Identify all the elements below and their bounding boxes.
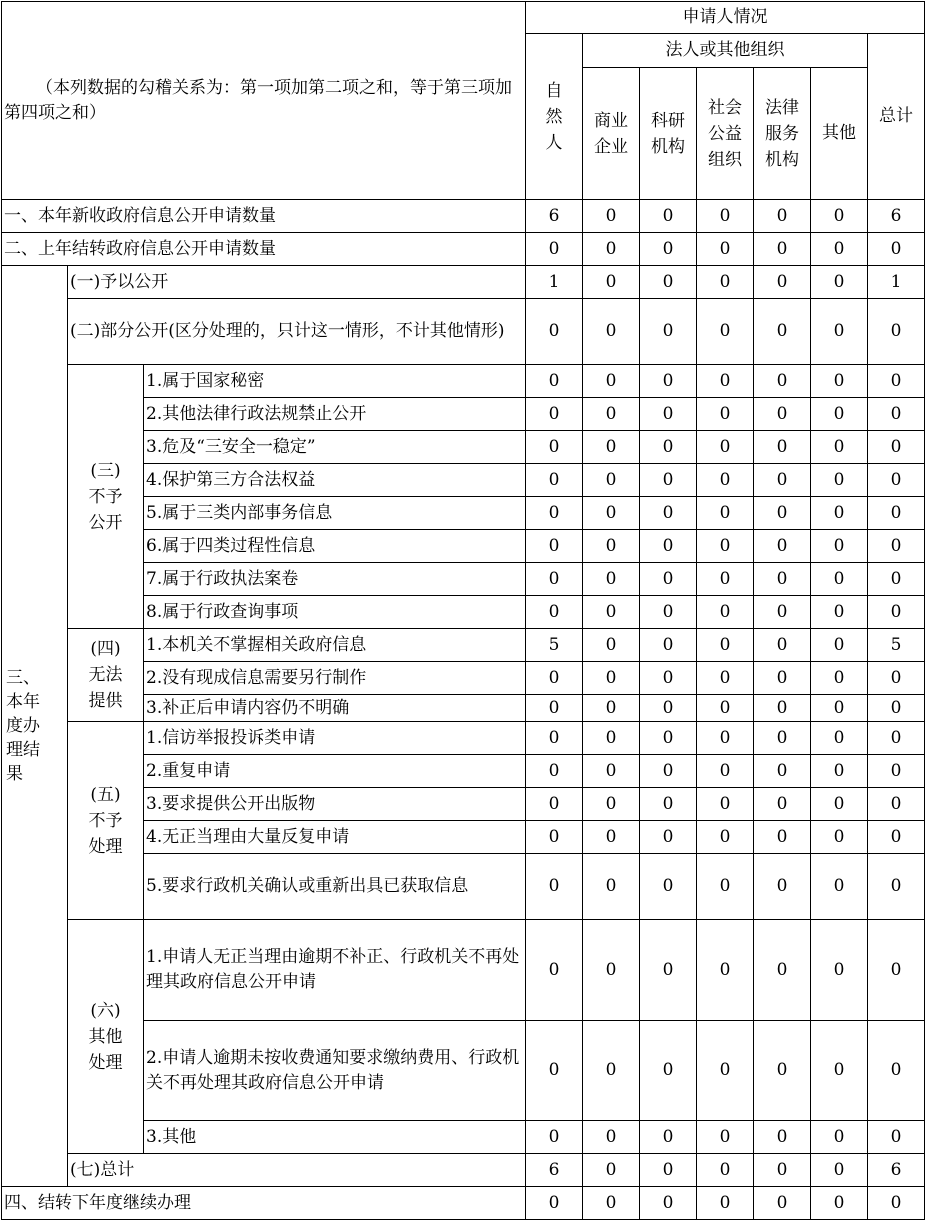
value-cell: 0 — [868, 596, 925, 629]
value-cell: 0 — [583, 398, 640, 431]
value-cell: 0 — [811, 200, 868, 233]
value-cell: 0 — [526, 662, 583, 695]
table-row — [2, 299, 925, 365]
row-label: 3.补正后申请内容仍不明确 — [144, 695, 526, 722]
value-cell: 6 — [526, 1154, 583, 1187]
table-row — [2, 266, 925, 299]
value-cell: 0 — [811, 722, 868, 755]
value-cell: 0 — [526, 530, 583, 563]
value-cell: 0 — [640, 266, 697, 299]
value-cell: 0 — [868, 920, 925, 1021]
value-cell: 0 — [697, 365, 754, 398]
value-cell: 0 — [754, 299, 811, 365]
value-cell: 0 — [697, 596, 754, 629]
row-label: (二)部分公开(区分处理的，只计这一情形，不计其他情形) — [68, 299, 526, 365]
value-cell: 0 — [754, 1187, 811, 1220]
value-cell: 0 — [640, 1187, 697, 1220]
value-cell: 0 — [697, 266, 754, 299]
row-label: 6.属于四类过程性信息 — [144, 530, 526, 563]
row-label: (一)予以公开 — [68, 266, 526, 299]
applicant-situation-header: 申请人情况 — [526, 2, 925, 34]
row-label: 2.申请人逾期未按收费通知要求缴纳费用、行政机关不再处理其政府信息公开申请 — [144, 1021, 526, 1121]
value-cell: 0 — [754, 629, 811, 662]
value-cell: 0 — [526, 596, 583, 629]
value-cell: 0 — [811, 788, 868, 821]
table-row — [2, 1154, 925, 1187]
value-cell: 0 — [811, 662, 868, 695]
value-cell: 0 — [811, 920, 868, 1021]
value-cell: 0 — [868, 722, 925, 755]
row-label: 二、上年结转政府信息公开申请数量 — [2, 233, 526, 266]
value-cell: 0 — [868, 464, 925, 497]
value-cell: 0 — [640, 1021, 697, 1121]
value-cell: 0 — [697, 755, 754, 788]
value-cell: 0 — [583, 629, 640, 662]
value-cell: 0 — [640, 854, 697, 920]
other-header: 其他 — [811, 68, 868, 200]
value-cell: 0 — [640, 200, 697, 233]
row-label: 1.本机关不掌握相关政府信息 — [144, 629, 526, 662]
value-cell: 0 — [640, 755, 697, 788]
value-cell: 0 — [811, 1021, 868, 1121]
value-cell: 0 — [868, 563, 925, 596]
row-label: 3.危及“三安全一稳定” — [144, 431, 526, 464]
value-cell: 0 — [640, 563, 697, 596]
natural-person-header: 自然人 — [526, 34, 583, 200]
value-cell: 6 — [868, 1154, 925, 1187]
value-cell: 0 — [754, 530, 811, 563]
value-cell: 0 — [583, 299, 640, 365]
group6-label-cell — [68, 920, 144, 1154]
value-cell: 5 — [526, 629, 583, 662]
commercial-header: 商业企业 — [583, 68, 640, 200]
group6-label: (六)其他处理 — [88, 1000, 123, 1073]
value-cell: 0 — [640, 662, 697, 695]
value-cell: 0 — [754, 233, 811, 266]
value-cell: 0 — [526, 821, 583, 854]
value-cell: 0 — [811, 596, 868, 629]
value-cell: 0 — [868, 821, 925, 854]
value-cell: 0 — [697, 662, 754, 695]
value-cell: 0 — [868, 530, 925, 563]
value-cell: 0 — [811, 821, 868, 854]
value-cell: 0 — [697, 1121, 754, 1154]
value-cell: 0 — [526, 233, 583, 266]
row-label: 1.属于国家秘密 — [144, 365, 526, 398]
value-cell: 0 — [697, 854, 754, 920]
value-cell: 0 — [583, 1187, 640, 1220]
header-note-cell — [2, 2, 526, 200]
value-cell: 0 — [754, 854, 811, 920]
value-cell: 0 — [640, 431, 697, 464]
value-cell: 0 — [754, 755, 811, 788]
value-cell: 0 — [697, 464, 754, 497]
value-cell: 0 — [811, 1121, 868, 1154]
value-cell: 0 — [754, 722, 811, 755]
value-cell: 0 — [811, 233, 868, 266]
row-label: 一、本年新收政府信息公开申请数量 — [2, 200, 526, 233]
legal-service-header: 法律服务机构 — [754, 68, 811, 200]
value-cell: 0 — [583, 596, 640, 629]
legal-or-other-header: 法人或其他组织 — [583, 34, 868, 68]
value-cell: 0 — [583, 464, 640, 497]
value-cell: 0 — [526, 1121, 583, 1154]
value-cell: 0 — [583, 497, 640, 530]
table-row — [2, 629, 925, 662]
value-cell: 0 — [754, 1121, 811, 1154]
value-cell: 0 — [868, 695, 925, 722]
value-cell: 0 — [583, 755, 640, 788]
value-cell: 0 — [697, 233, 754, 266]
value-cell: 0 — [868, 299, 925, 365]
group4-label-cell — [68, 629, 144, 722]
value-cell: 0 — [868, 662, 925, 695]
group4-label: (四)无法提供 — [88, 639, 123, 711]
value-cell: 0 — [526, 398, 583, 431]
value-cell: 0 — [640, 596, 697, 629]
value-cell: 0 — [697, 920, 754, 1021]
row-label: 1.信访举报投诉类申请 — [144, 722, 526, 755]
value-cell: 0 — [868, 497, 925, 530]
row-label: 3.其他 — [144, 1121, 526, 1154]
value-cell: 0 — [754, 398, 811, 431]
value-cell: 0 — [754, 431, 811, 464]
value-cell: 0 — [526, 1187, 583, 1220]
value-cell: 0 — [868, 233, 925, 266]
row-label: 1.申请人无正当理由逾期不补正、行政机关不再处理其政府信息公开申请 — [144, 920, 526, 1021]
value-cell: 0 — [697, 497, 754, 530]
group5-label: (五)不予处理 — [88, 784, 123, 857]
value-cell: 0 — [811, 431, 868, 464]
row-label: (七)总计 — [68, 1154, 526, 1187]
value-cell: 6 — [868, 200, 925, 233]
row-label: 8.属于行政查询事项 — [144, 596, 526, 629]
value-cell: 0 — [697, 695, 754, 722]
value-cell: 0 — [868, 1021, 925, 1121]
row-label: 7.属于行政执法案卷 — [144, 563, 526, 596]
value-cell: 0 — [526, 788, 583, 821]
value-cell: 0 — [754, 596, 811, 629]
value-cell: 0 — [640, 629, 697, 662]
value-cell: 0 — [583, 563, 640, 596]
value-cell: 0 — [811, 1187, 868, 1220]
table-row — [2, 722, 925, 755]
group3-label-cell — [68, 365, 144, 629]
header-note: （本列数据的勾稽关系为：第一项加第二项之和，等于第三项加第四项之和） — [4, 77, 512, 123]
value-cell: 0 — [526, 299, 583, 365]
row-label: 四、结转下年度继续办理 — [2, 1187, 526, 1220]
value-cell: 0 — [697, 563, 754, 596]
row-label: 2.没有现成信息需要另行制作 — [144, 662, 526, 695]
value-cell: 0 — [526, 365, 583, 398]
value-cell: 0 — [811, 497, 868, 530]
value-cell: 0 — [583, 788, 640, 821]
value-cell: 0 — [640, 464, 697, 497]
statistics-table — [1, 1, 925, 1220]
group3-label: (三)不予公开 — [88, 460, 123, 533]
value-cell: 0 — [811, 629, 868, 662]
value-cell: 0 — [526, 464, 583, 497]
value-cell: 0 — [697, 1154, 754, 1187]
value-cell: 0 — [868, 788, 925, 821]
value-cell: 0 — [583, 233, 640, 266]
value-cell: 0 — [754, 365, 811, 398]
table-row — [2, 200, 925, 233]
row-label: 5.要求行政机关确认或重新出具已获取信息 — [144, 854, 526, 920]
value-cell: 0 — [583, 854, 640, 920]
value-cell: 0 — [583, 200, 640, 233]
value-cell: 0 — [697, 530, 754, 563]
group5-label-cell — [68, 722, 144, 920]
value-cell: 6 — [526, 200, 583, 233]
value-cell: 0 — [640, 497, 697, 530]
value-cell: 0 — [640, 398, 697, 431]
row-label: 2.重复申请 — [144, 755, 526, 788]
value-cell: 0 — [811, 695, 868, 722]
value-cell: 0 — [754, 1021, 811, 1121]
value-cell: 5 — [868, 629, 925, 662]
value-cell: 0 — [583, 365, 640, 398]
value-cell: 0 — [583, 1121, 640, 1154]
value-cell: 0 — [754, 662, 811, 695]
value-cell: 0 — [640, 1154, 697, 1187]
value-cell: 0 — [868, 1121, 925, 1154]
value-cell: 0 — [697, 788, 754, 821]
research-header: 科研机构 — [640, 68, 697, 200]
value-cell: 0 — [754, 464, 811, 497]
section3-label: 三、本年度办理结果 — [6, 668, 40, 784]
value-cell: 0 — [754, 695, 811, 722]
total-header: 总计 — [868, 34, 925, 200]
public-welfare-header: 社会公益组织 — [697, 68, 754, 200]
value-cell: 0 — [811, 563, 868, 596]
value-cell: 0 — [811, 755, 868, 788]
value-cell: 0 — [754, 200, 811, 233]
value-cell: 0 — [697, 431, 754, 464]
value-cell: 0 — [640, 821, 697, 854]
value-cell: 0 — [583, 695, 640, 722]
value-cell: 0 — [526, 695, 583, 722]
value-cell: 0 — [526, 854, 583, 920]
value-cell: 0 — [583, 662, 640, 695]
value-cell: 0 — [754, 497, 811, 530]
value-cell: 0 — [697, 821, 754, 854]
row-label: 4.保护第三方合法权益 — [144, 464, 526, 497]
value-cell: 0 — [868, 398, 925, 431]
value-cell: 0 — [583, 431, 640, 464]
value-cell: 0 — [583, 821, 640, 854]
value-cell: 0 — [583, 920, 640, 1021]
value-cell: 0 — [640, 530, 697, 563]
value-cell: 0 — [811, 1154, 868, 1187]
value-cell: 0 — [754, 920, 811, 1021]
value-cell: 0 — [868, 1187, 925, 1220]
value-cell: 0 — [811, 530, 868, 563]
value-cell: 0 — [811, 266, 868, 299]
row-label: 5.属于三类内部事务信息 — [144, 497, 526, 530]
value-cell: 0 — [697, 398, 754, 431]
value-cell: 0 — [526, 755, 583, 788]
value-cell: 0 — [583, 1154, 640, 1187]
value-cell: 1 — [526, 266, 583, 299]
value-cell: 0 — [811, 299, 868, 365]
value-cell: 0 — [640, 722, 697, 755]
value-cell: 0 — [640, 920, 697, 1021]
value-cell: 0 — [697, 1021, 754, 1121]
value-cell: 0 — [868, 854, 925, 920]
value-cell: 0 — [754, 1154, 811, 1187]
value-cell: 0 — [526, 1021, 583, 1121]
value-cell: 0 — [640, 788, 697, 821]
value-cell: 0 — [697, 299, 754, 365]
value-cell: 0 — [640, 233, 697, 266]
value-cell: 0 — [754, 788, 811, 821]
table-row — [2, 920, 925, 1021]
value-cell: 0 — [697, 722, 754, 755]
table-row — [2, 365, 925, 398]
row-label: 2.其他法律行政法规禁止公开 — [144, 398, 526, 431]
value-cell: 0 — [868, 431, 925, 464]
value-cell: 0 — [811, 365, 868, 398]
table-row — [2, 233, 925, 266]
table-row — [2, 1187, 925, 1220]
section3-label-cell — [2, 266, 68, 1187]
value-cell: 0 — [754, 266, 811, 299]
value-cell: 0 — [526, 563, 583, 596]
value-cell: 0 — [868, 365, 925, 398]
value-cell: 1 — [868, 266, 925, 299]
value-cell: 0 — [754, 821, 811, 854]
value-cell: 0 — [697, 629, 754, 662]
value-cell: 0 — [526, 920, 583, 1021]
value-cell: 0 — [640, 365, 697, 398]
value-cell: 0 — [526, 431, 583, 464]
value-cell: 0 — [640, 1121, 697, 1154]
value-cell: 0 — [697, 200, 754, 233]
value-cell: 0 — [811, 854, 868, 920]
row-label: 3.要求提供公开出版物 — [144, 788, 526, 821]
value-cell: 0 — [526, 497, 583, 530]
value-cell: 0 — [811, 464, 868, 497]
value-cell: 0 — [526, 722, 583, 755]
value-cell: 0 — [640, 299, 697, 365]
value-cell: 0 — [583, 722, 640, 755]
value-cell: 0 — [640, 695, 697, 722]
row-label: 4.无正当理由大量反复申请 — [144, 821, 526, 854]
value-cell: 0 — [868, 755, 925, 788]
value-cell: 0 — [583, 530, 640, 563]
value-cell: 0 — [754, 563, 811, 596]
value-cell: 0 — [697, 1187, 754, 1220]
value-cell: 0 — [811, 398, 868, 431]
value-cell: 0 — [583, 1021, 640, 1121]
value-cell: 0 — [583, 266, 640, 299]
